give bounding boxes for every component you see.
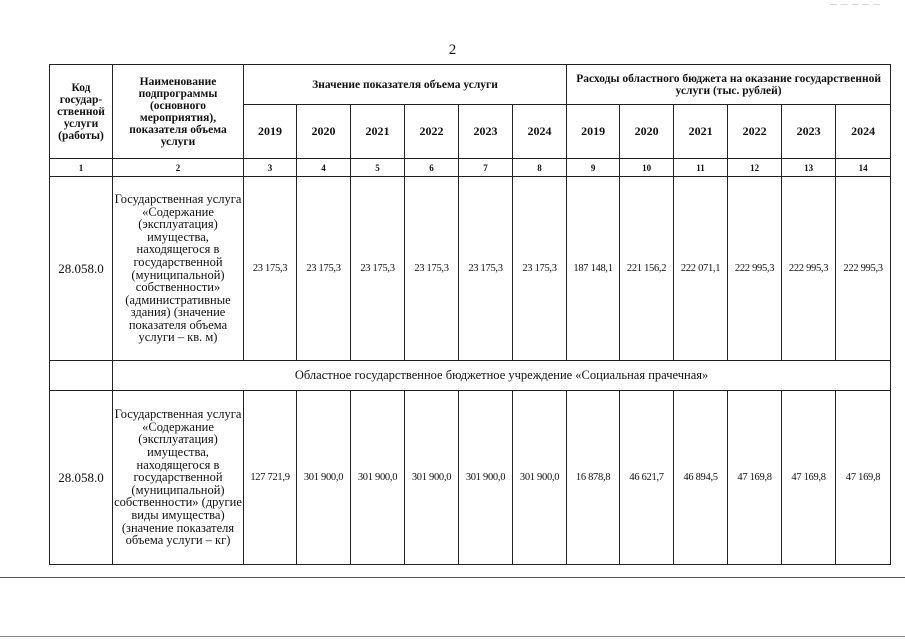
volume-value: 23 175,3: [405, 177, 459, 361]
volume-value: 301 900,0: [513, 391, 567, 565]
header-expense-year: 2023: [782, 105, 836, 159]
header-expense-year: 2024: [836, 105, 891, 159]
header-volume-year: 2021: [351, 105, 405, 159]
table-row: [50, 177, 891, 361]
org-section-blank: [50, 361, 113, 391]
footer-divider: [0, 577, 905, 578]
volume-value: 23 175,3: [297, 177, 351, 361]
scan-edge-line: [0, 636, 905, 637]
volume-value: 127 721,9: [244, 391, 297, 565]
volume-value: 23 175,3: [351, 177, 405, 361]
column-number: 14: [836, 159, 891, 177]
header-volume-year: 2019: [244, 105, 297, 159]
row-code: 28.058.0: [50, 177, 113, 361]
volume-value: 23 175,3: [244, 177, 297, 361]
row-name: Государственная услуга «Содержание (эксплуатация) имущества, находящегося в государственной (муниципальной) собственности» (административные здания) (значение показателя объема услуги – кв. м): [113, 177, 244, 361]
column-number: 9: [567, 159, 620, 177]
volume-value: 301 900,0: [297, 391, 351, 565]
scan-artifact: — — — — —: [830, 0, 881, 8]
page-number: 2: [448, 42, 457, 58]
expense-value: 222 071,1: [674, 177, 728, 361]
org-section-title: Областное государственное бюджетное учреждение «Социальная прачечная»: [113, 361, 891, 391]
header-expense-year: 2021: [674, 105, 728, 159]
column-number: 7: [459, 159, 513, 177]
header-expense-group: Расходы областного бюджета на оказание государственной услуги (тыс. рублей): [567, 65, 891, 105]
row-name: Государственная услуга «Содержание (эксплуатация) имущества, находящегося в государственной (муниципальной) собственности» (другие виды имущества) (значение показателя объема услуги – кг): [113, 391, 244, 565]
header-volume-year: 2022: [405, 105, 459, 159]
expense-value: 221 156,2: [620, 177, 674, 361]
expense-value: 222 995,3: [728, 177, 782, 361]
org-section-row: [50, 361, 891, 391]
expense-value: 16 878,8: [567, 391, 620, 565]
volume-value: 301 900,0: [405, 391, 459, 565]
header-volume-group: Значение показателя объема услуги: [244, 65, 567, 105]
header-expense-year: 2022: [728, 105, 782, 159]
column-number: 8: [513, 159, 567, 177]
budget-table: [49, 64, 891, 565]
table-row: [50, 391, 891, 565]
volume-value: 23 175,3: [513, 177, 567, 361]
expense-value: 46 621,7: [620, 391, 674, 565]
expense-value: 47 169,8: [836, 391, 891, 565]
expense-value: 222 995,3: [836, 177, 891, 361]
expense-value: 47 169,8: [728, 391, 782, 565]
header-expense-year: 2019: [567, 105, 620, 159]
column-number: 4: [297, 159, 351, 177]
column-number: 12: [728, 159, 782, 177]
expense-value: 47 169,8: [782, 391, 836, 565]
column-number-row: [50, 159, 891, 177]
volume-value: 301 900,0: [459, 391, 513, 565]
header-volume-year: 2023: [459, 105, 513, 159]
header-code: Код государ-ственной услуги (работы): [50, 65, 113, 159]
volume-value: 23 175,3: [459, 177, 513, 361]
row-code: 28.058.0: [50, 391, 113, 565]
volume-value: 301 900,0: [351, 391, 405, 565]
header-expense-year: 2020: [620, 105, 674, 159]
column-number: 2: [113, 159, 244, 177]
column-number: 3: [244, 159, 297, 177]
header-name: Наименование подпрограммы (основного мероприятия), показателя объема услуги: [113, 65, 244, 159]
expense-value: 187 148,1: [567, 177, 620, 361]
column-number: 1: [50, 159, 113, 177]
column-number: 6: [405, 159, 459, 177]
column-number: 10: [620, 159, 674, 177]
column-number: 13: [782, 159, 836, 177]
column-number: 11: [674, 159, 728, 177]
expense-value: 222 995,3: [782, 177, 836, 361]
column-number: 5: [351, 159, 405, 177]
header-volume-year: 2020: [297, 105, 351, 159]
expense-value: 46 894,5: [674, 391, 728, 565]
header-volume-year: 2024: [513, 105, 567, 159]
